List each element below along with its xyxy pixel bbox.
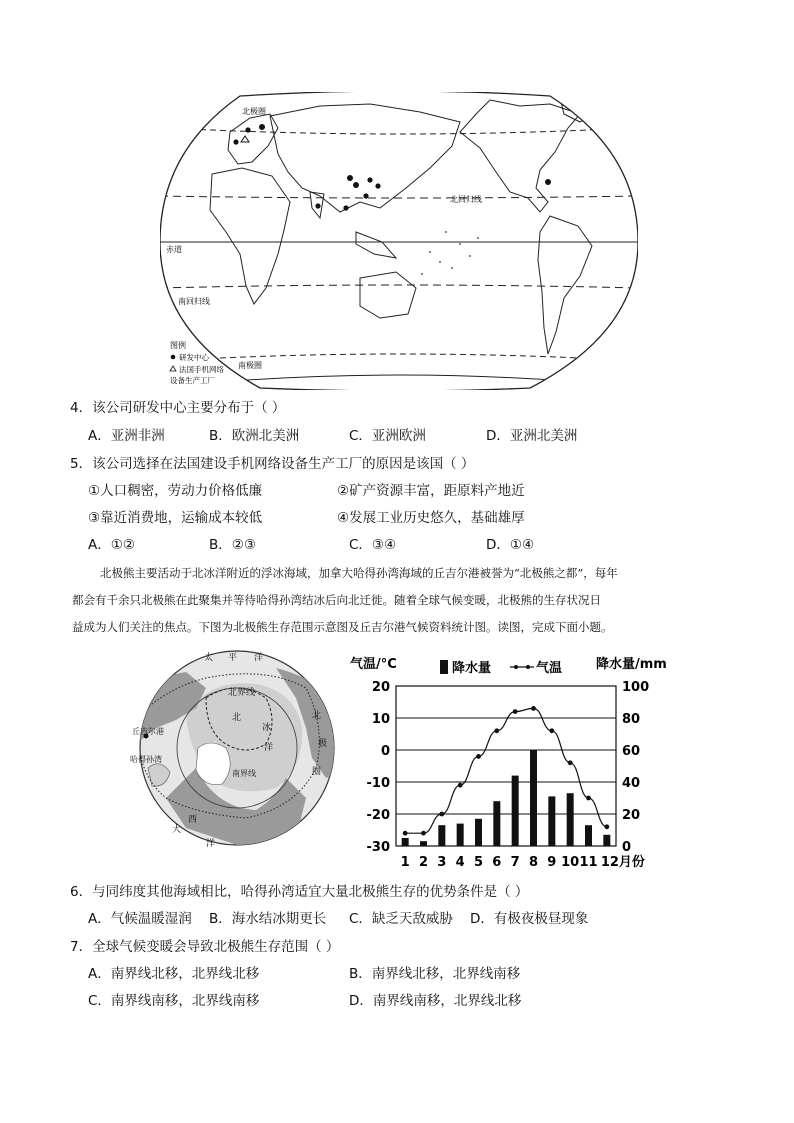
rd-center-dot	[233, 139, 238, 144]
precip-bar	[420, 841, 427, 846]
polar-label-arctic-2: 极	[318, 739, 328, 749]
polar-label-bei: 北	[232, 713, 242, 723]
left-tick-label: 10	[371, 712, 390, 727]
left-tick-label: -30	[366, 840, 390, 855]
x-tick-label: 3	[437, 855, 447, 870]
q5-statement-3: ③靠近消费地，运输成本较低	[88, 510, 263, 526]
q4-option-b[interactable]: B．欧洲北美洲	[209, 428, 300, 444]
question-4-stem: 4．该公司研发中心主要分布于（ ）	[70, 400, 286, 416]
left-tick-label: -10	[366, 776, 390, 791]
q5-option-c[interactable]: C．③④	[349, 537, 397, 553]
q6-option-c[interactable]: C．缺乏天敌威胁	[349, 911, 453, 927]
polar-label-bing: 冰	[262, 723, 272, 733]
x-tick-label: 9	[547, 855, 557, 870]
temperature-point	[513, 709, 518, 714]
legend-dot-icon	[171, 355, 176, 360]
x-tick-label: 1	[400, 855, 410, 870]
precip-bar	[603, 835, 610, 846]
intro-line-1: 北极熊主要活动于北冰洋附近的浮冰海域，加拿大哈得孙湾海域的丘吉尔港被誉为“北极熊之都”，每年	[100, 566, 618, 580]
q4-option-d[interactable]: D．亚洲北美洲	[486, 428, 578, 444]
q5-option-d[interactable]: D．①④	[486, 537, 535, 553]
world-map	[160, 92, 638, 390]
polar-label-xi: 西	[188, 815, 198, 825]
temperature-point	[604, 824, 609, 829]
polar-label-north-boundary: 北界线	[228, 688, 256, 698]
right-tick-label: 40	[622, 776, 641, 791]
polar-map	[126, 648, 348, 848]
right-tick-label: 60	[622, 744, 641, 759]
polar-label-arctic-3: 圈	[312, 767, 322, 777]
polar-label-yang: 洋	[254, 653, 264, 663]
q7-option-a[interactable]: A．南界线北移，北界线北移	[88, 966, 260, 982]
climate-chart	[350, 652, 670, 872]
legend-factory-line1: 法国手机网络	[179, 365, 224, 374]
polar-label-bing-yang: 洋	[264, 743, 274, 753]
right-tick-label: 0	[622, 840, 632, 855]
legend-factory-line2: 设备生产工厂	[170, 376, 215, 385]
polar-label-arctic-1: 北	[312, 711, 322, 721]
temperature-point	[531, 706, 536, 711]
x-tick-label: 10	[561, 855, 580, 870]
precip-bar	[475, 819, 482, 846]
polar-label-da: 大	[172, 825, 182, 835]
temperature-point	[549, 728, 554, 733]
left-tick-label: -20	[366, 808, 390, 823]
polar-label-churchill: 丘吉尔港	[132, 727, 164, 736]
temperature-point	[458, 783, 463, 788]
precip-bar	[530, 750, 537, 846]
right-tick-label: 100	[622, 680, 650, 695]
temperature-point	[586, 796, 591, 801]
q5-statement-1: ①人口稠密，劳动力价格低廉	[88, 483, 263, 499]
precip-bar	[402, 838, 409, 846]
rd-center-dot	[315, 203, 320, 208]
right-tick-label: 80	[622, 712, 641, 727]
intro-line-2: 都会有千余只北极熊在此聚集并等待哈得孙湾结冰后向北迁徙。随着全球气候变暖，北极熊的生存状况日	[72, 593, 601, 607]
x-tick-label: 4	[455, 855, 465, 870]
legend-triangle-icon	[170, 366, 176, 371]
polar-label-atlantic-yang: 洋	[206, 839, 216, 848]
x-tick-label: 6	[492, 855, 502, 870]
rd-center-dot	[367, 177, 372, 182]
right-axis-label: 降水量/mm	[596, 657, 667, 672]
plot-frame	[396, 686, 616, 846]
legend-title: 图例	[170, 341, 186, 350]
precip-bar	[585, 825, 592, 846]
x-tick-label: 2	[418, 855, 429, 870]
rd-center-dot	[353, 182, 359, 188]
question-6-stem: 6．与同纬度其他海域相比，哈得孙湾适宜大量北极熊生存的优势条件是（ ）	[70, 884, 529, 900]
temperature-point	[403, 831, 408, 836]
x-tick-label: 5	[473, 855, 484, 870]
label-tropic-capricorn: 南回归线	[178, 297, 210, 306]
polar-label-south-boundary: 南界线	[232, 769, 256, 778]
polar-label-ping: 平	[228, 653, 238, 663]
question-5-stem: 5．该公司选择在法国建设手机网络设备生产工厂的原因是该国（ ）	[70, 456, 475, 472]
precip-bar	[438, 825, 445, 846]
intro-line-3: 益成为人们关注的焦点。下图为北极熊生存范围示意图及丘吉尔港气候资料统计图。读图，完成下面小题。	[72, 620, 613, 634]
polar-label-hudson: 哈得孙湾	[130, 755, 162, 764]
legend-bar-label: 降水量	[452, 661, 492, 676]
precip-bar	[548, 796, 555, 846]
q4-option-c[interactable]: C．亚洲欧洲	[349, 428, 426, 444]
left-tick-label: 0	[380, 744, 390, 759]
q7-option-c[interactable]: C．南界线南移，北界线南移	[88, 993, 260, 1009]
rd-center-dot	[545, 179, 551, 185]
left-axis-label: 气温/°C	[350, 657, 397, 672]
polar-label-tai: 太	[204, 653, 214, 663]
precip-bar	[512, 776, 519, 846]
q5-statement-4: ④发展工业历史悠久，基础雄厚	[337, 510, 525, 526]
q6-option-a[interactable]: A．气候温暖湿润	[88, 911, 192, 927]
rd-center-dot	[375, 183, 380, 188]
temperature-point	[439, 812, 444, 817]
left-tick-label: 20	[371, 680, 390, 695]
temperature-point	[568, 760, 573, 765]
q7-option-d[interactable]: D．南界线南移，北界线北移	[349, 993, 522, 1009]
rd-center-dot	[363, 193, 368, 198]
legend-bar-icon	[440, 660, 448, 674]
q5-option-b[interactable]: B．②③	[209, 537, 256, 553]
precip-bar	[567, 793, 574, 846]
x-tick-label: 7	[510, 855, 520, 870]
label-equator: 赤道	[166, 245, 182, 254]
q5-statement-2: ②矿产资源丰富，距原料产地近	[337, 483, 525, 499]
legend-rd-center: 研发中心	[179, 353, 209, 362]
rd-center-dot	[343, 205, 348, 210]
legend-line-label: 气温	[536, 661, 563, 676]
rd-center-dot	[245, 127, 250, 132]
temperature-point	[421, 831, 426, 836]
x-tick-label: 8	[528, 855, 539, 870]
q4-option-a[interactable]: A．亚洲非洲	[88, 428, 165, 444]
temperature-point	[494, 728, 499, 733]
temperature-point	[476, 754, 481, 759]
precip-bar	[457, 824, 464, 846]
label-antarctic-circle: 南极圈	[238, 361, 262, 370]
x-tick-label: 12月份	[600, 855, 645, 870]
q7-option-b[interactable]: B．南界线北移，北界线南移	[349, 966, 521, 982]
question-7-stem: 7．全球气候变暖会导致北极熊生存范围（ ）	[70, 939, 340, 955]
q5-option-a[interactable]: A．①②	[88, 537, 135, 553]
right-tick-label: 20	[622, 808, 641, 823]
q6-option-d[interactable]: D．有极夜极昼现象	[470, 911, 589, 927]
rd-center-dot	[347, 175, 353, 181]
precip-bar	[493, 801, 500, 846]
q6-option-b[interactable]: B．海水结冰期更长	[209, 911, 327, 927]
rd-center-dot	[259, 124, 265, 130]
x-tick-label: 11	[579, 855, 598, 870]
label-arctic-circle: 北极圈	[242, 107, 266, 116]
label-tropic-cancer: 北回归线	[450, 195, 482, 204]
